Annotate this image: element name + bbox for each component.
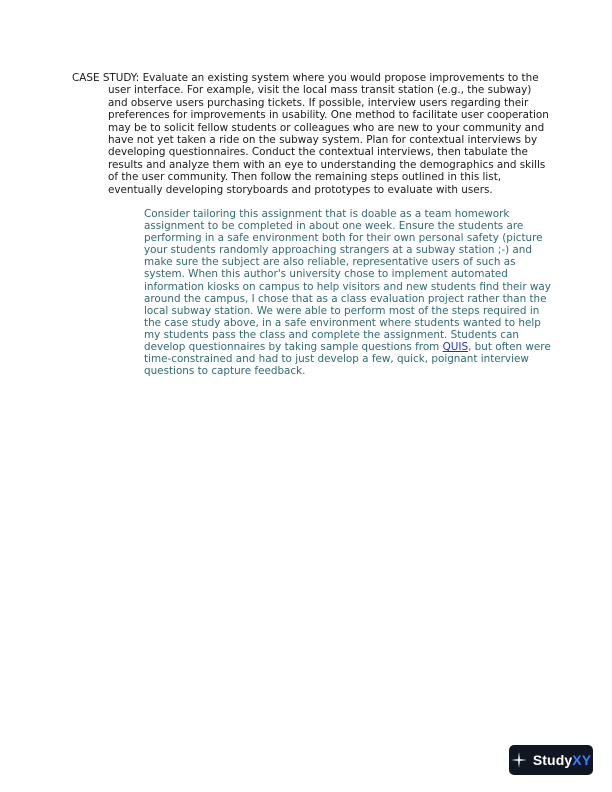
plus-sparkle-icon	[511, 752, 527, 768]
studyxy-logo-text	[533, 752, 591, 768]
case-study-paragraph: CASE STUDY: Evaluate an existing system where you would propose improvements to the user interface. For example, visit the local mass transit station (e.g., the subway) and observe users purchasing tickets. If possible, interview users regarding their preferences for improvements in usability. One method to facilitate user cooperation may be to solicit fellow students or colleagues who are new to your community and have not yet taken a ride on the subway system. Plan for contextual interviews by developing questionnaires. Conduct the contextual interviews, then tabulate the results and analyze them with an eye to understanding the demographics and skills of the user community. Then follow the remaining steps outlined in this list, eventually developing storyboards and prototypes to evaluate with users.	[72, 72, 549, 196]
instructor-note-text-end: , but often were time-constrained and had to just develop a few, quick, poignant interview questions to capture feedback.	[144, 341, 551, 378]
instructor-note	[144, 208, 554, 377]
quis-link[interactable]: QUIS	[442, 341, 469, 354]
brand-accent: XY	[572, 752, 592, 768]
studyxy-badge[interactable]	[509, 745, 593, 775]
instructor-note-text: Consider tailoring this assignment that is doable as a team homework assignment to be completed in about one week. Ensure the students are performing in a safe environment both for their own personal safety (picture your students randomly approaching strangers at a subway station ;-) and make sure the subject are also reliable, representative users of such as system. When this author's university chose to implement automated information kiosks on campus to help visitors and new students find their way around the campus, I chose that as a class evaluation project rather than the local subway station. We were able to perform most of the steps required in the case study above, in a safe environment where students wanted to help my students pass the class and complete the assignment. Students can develop questionnaires by taking sample questions from	[144, 208, 551, 354]
brand-main: Study	[532, 752, 573, 768]
